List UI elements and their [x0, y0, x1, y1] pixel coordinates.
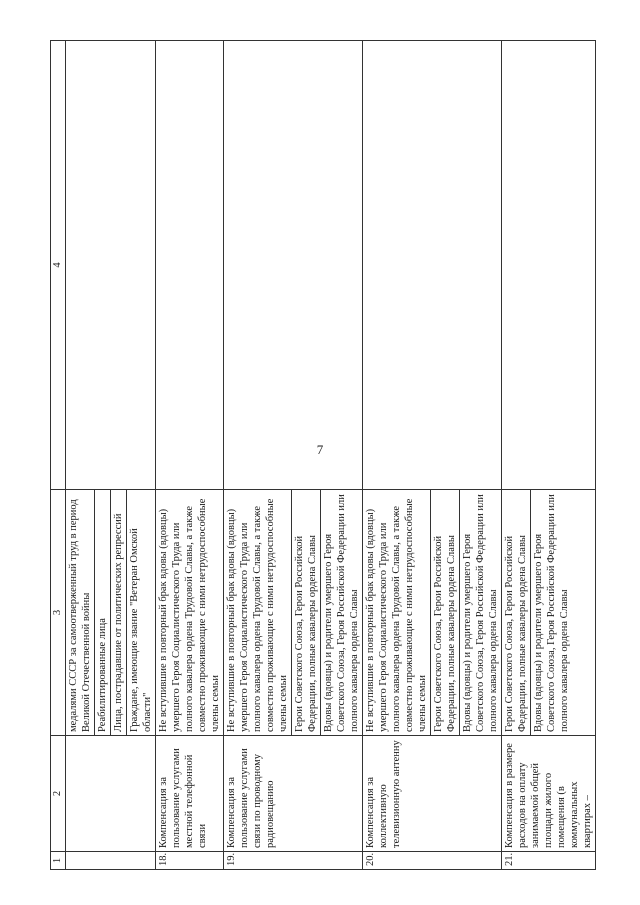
column-4-cell [66, 41, 156, 490]
recipient-category: Вдовы (вдовцы) и родители умершего Героя Советского Союза, Героя Российской Федерации или полного кавалера ордена Славы [533, 494, 570, 732]
compensation-name: Компенсация за пользование услугами связи по проводному радиовещанию [224, 736, 363, 852]
column-header-3: 3 [51, 490, 66, 736]
table-row [66, 41, 156, 870]
recipient-category: Реабилитированные лица [95, 490, 111, 735]
compensation-name: Компенсация за пользование услугами местной телефонной связи [156, 736, 224, 852]
recipient-category: Граждане, имеющие звание "Ветеран Омской области" [129, 528, 153, 732]
rotated-table-container [50, 40, 600, 870]
page-number: 7 [316, 442, 324, 457]
row-number: 20. [363, 852, 502, 870]
compensation-name: Компенсация в размере расходов на оплату занимаемой общей площади жилого помещения (в коммунальных квартирах – [502, 736, 596, 852]
table-row [363, 41, 502, 870]
recipient-category: медалями СССР за самоотверженный труд в период Великой Отечественной войны [66, 490, 95, 735]
column-header-4: 4 [51, 41, 66, 490]
column-4-cell [502, 41, 596, 490]
recipient-category: Герои Советского Союза, Герои Российской Федерации, полные кавалеры ордена Славы [502, 490, 531, 735]
table-row [224, 41, 363, 870]
recipient-category: Вдовы (вдовцы) и родители умершего Героя Советского Союза, Героя Российской Федерации или полного кавалера ордена Славы [462, 494, 499, 732]
recipient-categories [363, 490, 502, 736]
recipient-categories [156, 490, 224, 736]
recipient-categories [66, 490, 156, 736]
row-number: 19. [224, 852, 363, 870]
benefits-table [50, 40, 596, 870]
row-number [66, 852, 156, 870]
compensation-name: Компенсация за коллективную телевизионную антенну [363, 736, 502, 852]
compensation-name [66, 736, 156, 852]
table-row [502, 41, 596, 870]
recipient-categories [224, 490, 363, 736]
column-4-cell [224, 41, 363, 490]
row-number: 21. [502, 852, 596, 870]
column-header-2: 2 [51, 736, 66, 852]
recipient-category: Не вступившие в повторный брак вдовы (вдовцы) умершего Героя Социалистического Труда или полного кавалера ордена Трудовой Славы, а также совместно проживающие с ними нетрудоспособные члены семьи [363, 490, 431, 735]
recipient-category: Герои Советского Союза, Герои Российской Федерации, полные кавалеры ордена Славы [292, 490, 321, 735]
recipient-category: Вдовы (вдовцы) и родители умершего Героя Советского Союза, Героя Российской Федерации или полного кавалера ордена Славы [323, 494, 360, 732]
recipient-category: Лица, пострадавшие от политических репрессий [111, 490, 127, 735]
column-number-row [51, 41, 66, 870]
column-4-cell [363, 41, 502, 490]
recipient-category: Не вступившие в повторный брак вдовы (вдовцы) умершего Героя Социалистического Труда или полного кавалера ордена Трудовой Славы, а также совместно проживающие с ними нетрудоспособные члены семьи [158, 498, 221, 732]
recipient-category: Не вступившие в повторный брак вдовы (вдовцы) умершего Героя Социалистического Труда или полного кавалера ордена Трудовой Славы, а также совместно проживающие с ними нетрудоспособные члены семьи [224, 490, 292, 735]
recipient-category: Герои Советского Союза, Герои Российской Федерации, полные кавалеры ордена Славы [431, 490, 460, 735]
column-header-1: 1 [51, 852, 66, 870]
column-4-cell [156, 41, 224, 490]
recipient-categories [502, 490, 596, 736]
row-number: 18. [156, 852, 224, 870]
table-row [156, 41, 224, 870]
